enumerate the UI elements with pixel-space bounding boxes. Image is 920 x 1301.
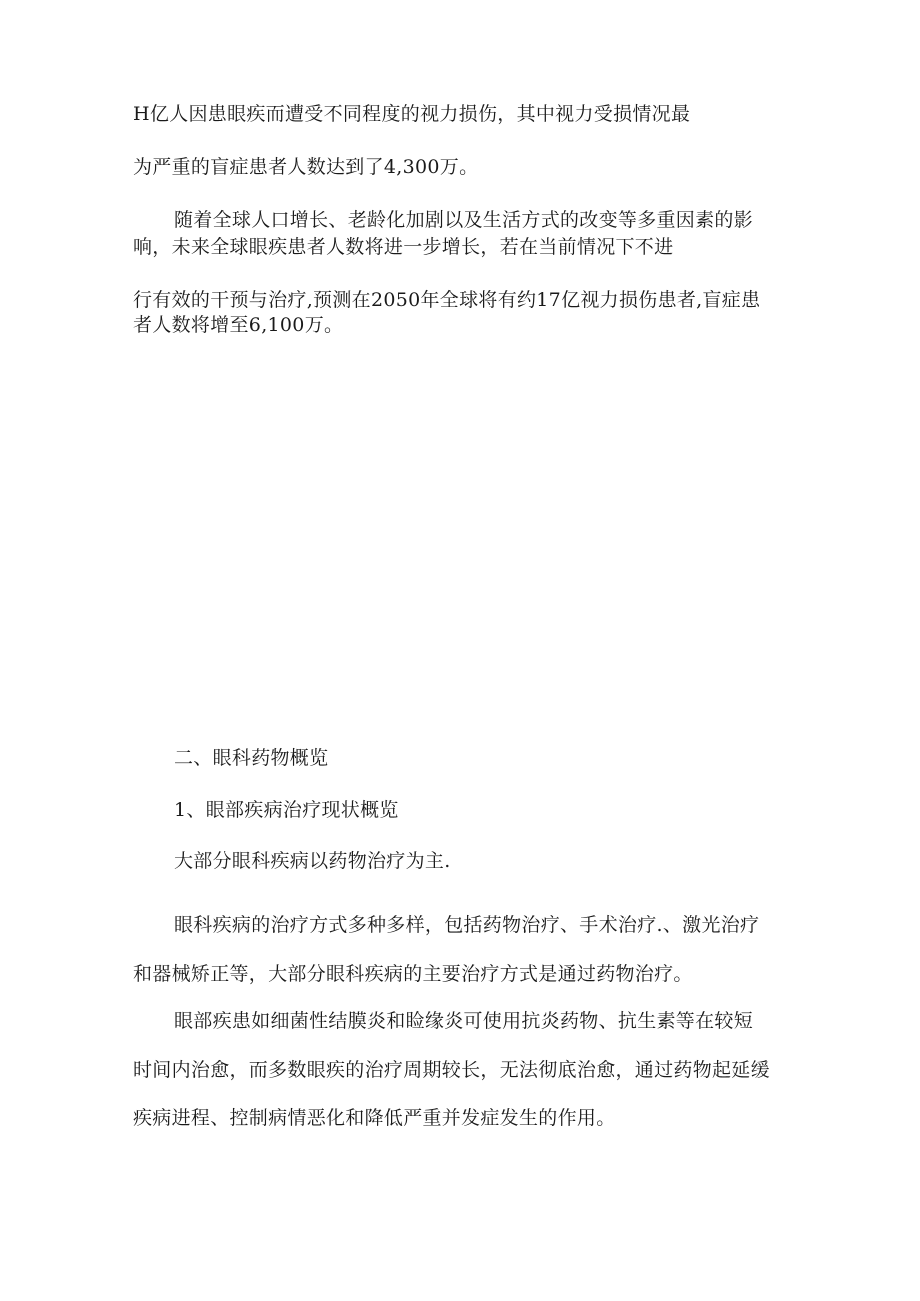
paragraph-line: 眼部疾患如细菌性结膜炎和睑缘炎可使用抗炎药物、抗生素等在较短	[174, 1010, 754, 1032]
paragraph-line: 为严重的盲症患者人数达到了4,300万。	[133, 156, 479, 178]
paragraph-line: 者人数将增至6,100万。	[133, 314, 344, 336]
paragraph-line: 和器械矫正等，大部分眼科疾病的主要治疗方式是通过药物治疗。	[133, 963, 693, 985]
paragraph-line: H亿人因患眼疾而遭受不同程度的视力损伤，其中视力受损情况最	[133, 103, 691, 125]
paragraph-line: 时间内治愈，而多数眼疾的治疗周期较长，无法彻底治愈，通过药物起延缓	[133, 1059, 770, 1081]
paragraph-line: 眼科疾病的治疗方式多种多样，包括药物治疗、手术治疗.、激光治疗	[174, 914, 760, 936]
paragraph-drug-treatment-main: 大部分眼科疾病以药物治疗为主.	[174, 850, 451, 872]
section-heading: 二、眼科药物概览	[174, 747, 329, 769]
paragraph-line: 疾病进程、控制病情恶化和降低严重并发症发生的作用。	[133, 1107, 616, 1129]
paragraph-line: 响，未来全球眼疾患者人数将进一步增长，若在当前情况下不进	[133, 236, 674, 258]
subsection-heading: 1、眼部疾病治疗现状概览	[174, 799, 399, 821]
paragraph-line: 随着全球人口增长、老龄化加剧以及生活方式的改变等多重因素的影	[174, 209, 754, 231]
paragraph-line: 行有效的干预与治疗,预测在2050年全球将有约17亿视力损伤患者,盲症患	[133, 289, 761, 311]
